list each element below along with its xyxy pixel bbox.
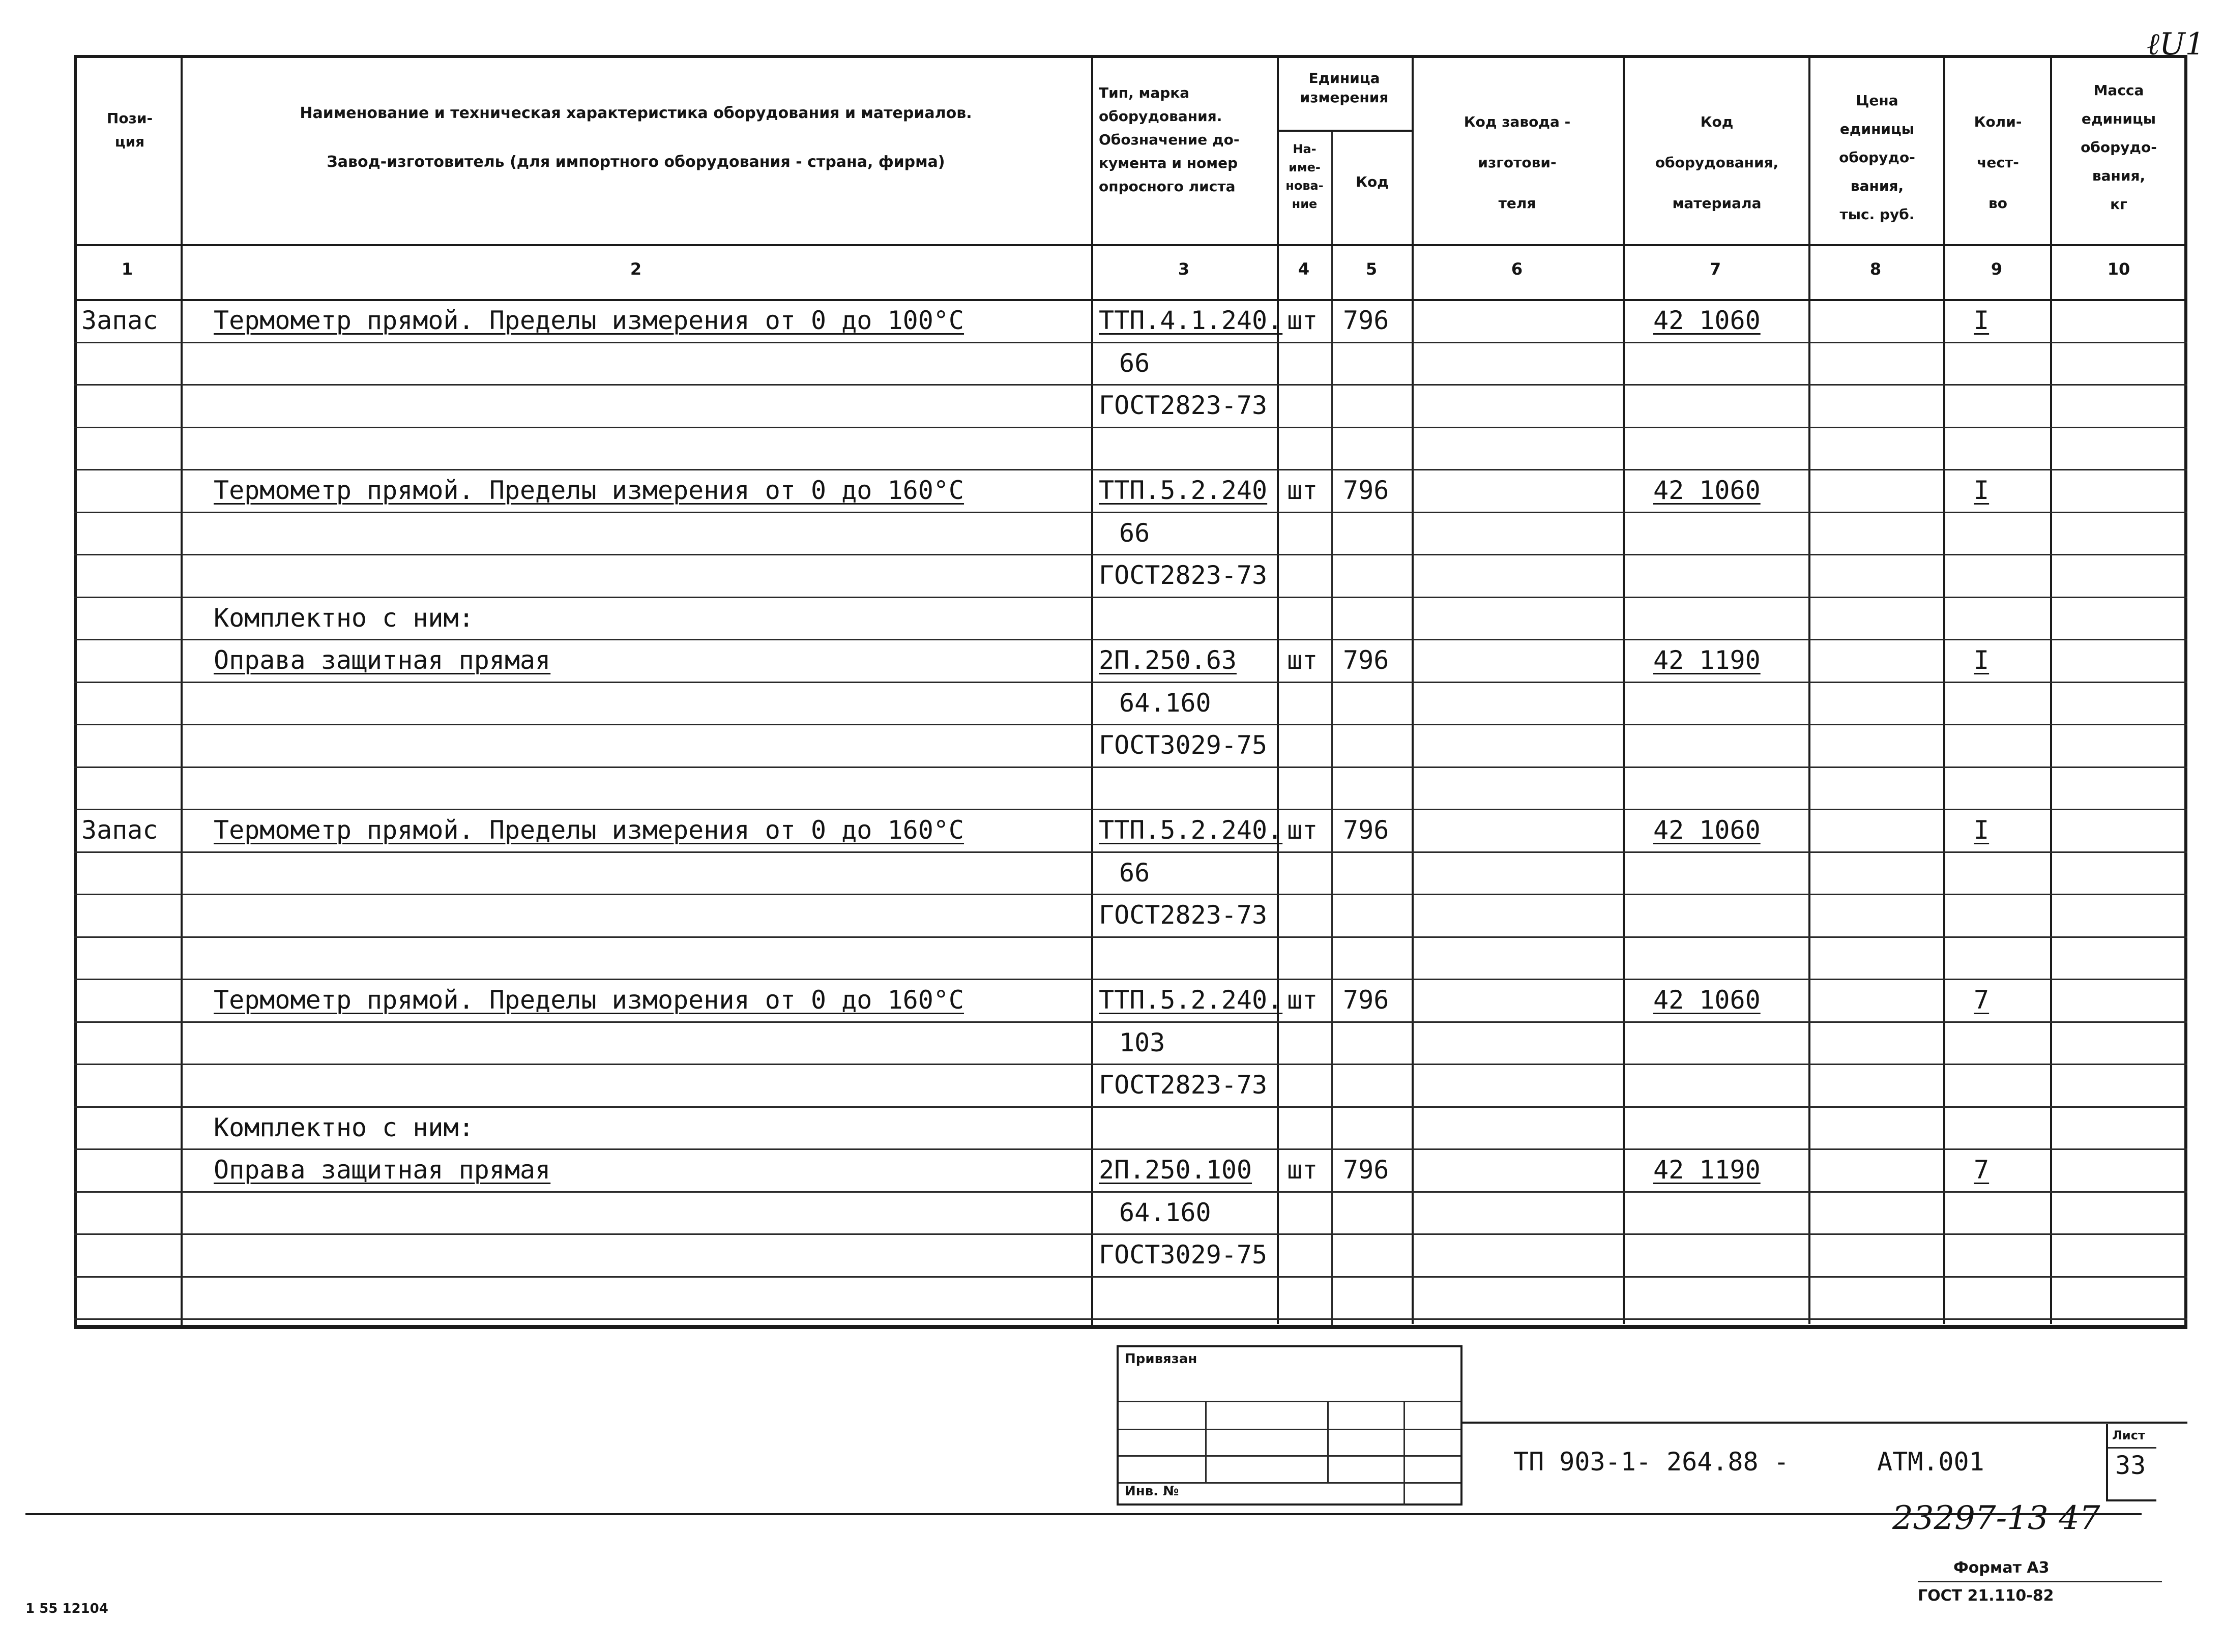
row-divider (74, 512, 2187, 513)
row-unit: шт (1287, 1155, 1318, 1185)
row-type: 64.160 (1119, 1198, 1211, 1227)
row-divider (74, 427, 2187, 428)
col-divider (1331, 130, 1333, 1325)
row-divider (74, 1021, 2187, 1023)
column-number: 10 (2107, 259, 2130, 279)
format-label: Формат А3 (1953, 1559, 2050, 1577)
handwritten-archive-number: 23297-13 47 (1892, 1499, 2100, 1537)
row-name: Термометр прямой. Пределы измерения от 0 до 100°С (214, 306, 964, 335)
row-divider (74, 1233, 2187, 1235)
row-name: Комплектно с ним: (214, 1113, 474, 1142)
row-divider (74, 384, 2187, 386)
row-divider (74, 1276, 2187, 1278)
header-price: Цена единицы оборудо- вания, тыс. руб. (1839, 92, 1915, 223)
row-unit-code: 796 (1343, 1155, 1389, 1185)
row-unit-code: 796 (1343, 815, 1389, 845)
header-unit-group: Единица измерения (1300, 70, 1389, 106)
row-type: 66 (1119, 858, 1150, 888)
row-unit: шт (1287, 985, 1318, 1015)
row-divider (74, 979, 2187, 980)
row-divider (74, 682, 2187, 683)
column-number: 9 (1991, 259, 2003, 279)
row-divider (74, 851, 2187, 853)
row-divider (74, 894, 2187, 895)
row-equipment-code: 42 1060 (1653, 815, 1761, 845)
row-quantity: I (1974, 815, 1990, 845)
row-equipment-code: 42 1060 (1653, 985, 1761, 1015)
header-unit-name: На- име- нова- ние (1285, 142, 1324, 211)
row-unit-code: 796 (1343, 985, 1389, 1015)
row-name: Термометр прямой. Пределы измерения от 0 до 160°С (214, 476, 964, 505)
row-unit-code: 796 (1343, 306, 1389, 335)
row-divider (74, 469, 2187, 470)
privyazan-label: Привязан (1125, 1351, 1197, 1367)
gost-label: ГОСТ 21.110-82 (1918, 1587, 2054, 1605)
row-type: 103 (1119, 1028, 1165, 1057)
sheet-outer-bottom (25, 1513, 2142, 1515)
row-divider (74, 1148, 2187, 1150)
row-type: ТТП.5.2.240. (1099, 985, 1283, 1015)
row-type: ТТП.5.2.240 (1099, 476, 1268, 505)
row-name: Термометр прямой. Пределы изморения от 0 до 160°С (214, 985, 964, 1015)
titleblock-divider (1462, 1422, 2187, 1424)
row-equipment-code: 42 1190 (1653, 645, 1761, 675)
print-code: 1 55 12104 (25, 1601, 108, 1616)
row-divider (74, 809, 2187, 810)
row-type: 2П.250.63 (1099, 645, 1237, 675)
row-divider (74, 554, 2187, 555)
row-quantity: 7 (1974, 985, 1990, 1015)
sheet-number: 33 (2115, 1451, 2146, 1480)
row-divider (74, 597, 2187, 598)
row-divider (74, 639, 2187, 640)
row-type: ГОСТ2823-73 (1099, 1070, 1268, 1100)
row-type: ГОСТ3029-75 (1099, 1240, 1268, 1270)
sheet-number-box (2106, 1424, 2156, 1501)
row-divider (74, 1191, 2187, 1193)
row-unit-code: 796 (1343, 476, 1389, 505)
row-type: ГОСТ2823-73 (1099, 560, 1268, 590)
binding-stamp (1117, 1345, 1462, 1506)
row-divider (74, 766, 2187, 768)
row-name: Термометр прямой. Пределы измерения от 0 до 160°С (214, 815, 964, 845)
row-equipment-code: 42 1060 (1653, 306, 1761, 335)
row-unit-code: 796 (1343, 645, 1389, 675)
row-quantity: 7 (1974, 1155, 1990, 1185)
row-type: 66 (1119, 348, 1150, 378)
document-code: ТП 903-1- 264.88 - (1513, 1447, 1789, 1477)
row-type: ГОСТ3029-75 (1099, 730, 1268, 760)
row-type: 64.160 (1119, 688, 1211, 718)
row-name: Комплектно с ним: (214, 603, 474, 633)
column-number: 5 (1365, 259, 1378, 279)
row-equipment-code: 42 1190 (1653, 1155, 1761, 1185)
row-name: Оправа защитная прямая (214, 1155, 551, 1185)
column-number: 1 (121, 259, 133, 279)
row-type: ТТП.5.2.240. (1099, 815, 1283, 845)
document-suffix: АТМ.001 (1877, 1447, 1984, 1477)
format-underline (1918, 1581, 2162, 1582)
row-type: 2П.250.100 (1099, 1155, 1252, 1185)
row-unit: шт (1287, 306, 1318, 335)
header-factory-code: Код завода - изготови- теля (1464, 113, 1571, 212)
colnum-bottom (74, 299, 2187, 301)
row-type: ТТП.4.1.240. (1099, 306, 1283, 335)
header-position: Пози- ция (106, 110, 153, 150)
row-divider (74, 342, 2187, 343)
header-quantity: Коли- чест- во (1974, 113, 2022, 212)
column-number: 6 (1511, 259, 1523, 279)
row-type: 66 (1119, 518, 1150, 548)
corner-mark: ℓU1 (2147, 26, 2205, 62)
header-divider (1277, 130, 1412, 132)
row-unit: шт (1287, 476, 1318, 505)
header-type: Тип, марка оборудования. Обозначение до- кумента и номер опросного листа (1099, 84, 1240, 195)
column-number: 2 (630, 259, 642, 279)
row-position: Запас (81, 815, 158, 845)
sheet-label: Лист (2112, 1428, 2145, 1442)
row-quantity: I (1974, 306, 1990, 335)
row-name: Оправа защитная прямая (214, 645, 551, 675)
row-quantity: I (1974, 476, 1990, 505)
header-bottom (74, 244, 2187, 246)
header-name-line1: Наименование и техническая характеристика оборудования и материалов. (300, 104, 972, 122)
row-unit: шт (1287, 815, 1318, 845)
row-divider (74, 1106, 2187, 1108)
row-equipment-code: 42 1060 (1653, 476, 1761, 505)
column-number: 4 (1298, 259, 1310, 279)
row-type: ГОСТ2823-73 (1099, 391, 1268, 420)
row-quantity: I (1974, 645, 1990, 675)
header-unit-code: Код (1356, 173, 1389, 190)
column-number: 8 (1869, 259, 1882, 279)
row-divider (74, 724, 2187, 725)
header-name-line2: Завод-изготовитель (для импортного оборудования - страна, фирма) (327, 153, 945, 171)
row-unit: шт (1287, 645, 1318, 675)
row-type: ГОСТ2823-73 (1099, 900, 1268, 930)
row-divider (74, 936, 2187, 938)
header-equipment-code: Код оборудования, материала (1655, 113, 1779, 212)
table-bottom (74, 1325, 2187, 1327)
inv-no-label: Инв. № (1125, 1484, 1179, 1499)
column-number: 3 (1178, 259, 1190, 279)
column-number: 7 (1709, 259, 1721, 279)
row-divider (74, 1318, 2187, 1320)
row-divider (74, 1064, 2187, 1065)
row-position: Запас (81, 306, 158, 335)
header-mass: Масса единицы оборудо- вания, кг (2081, 82, 2157, 213)
